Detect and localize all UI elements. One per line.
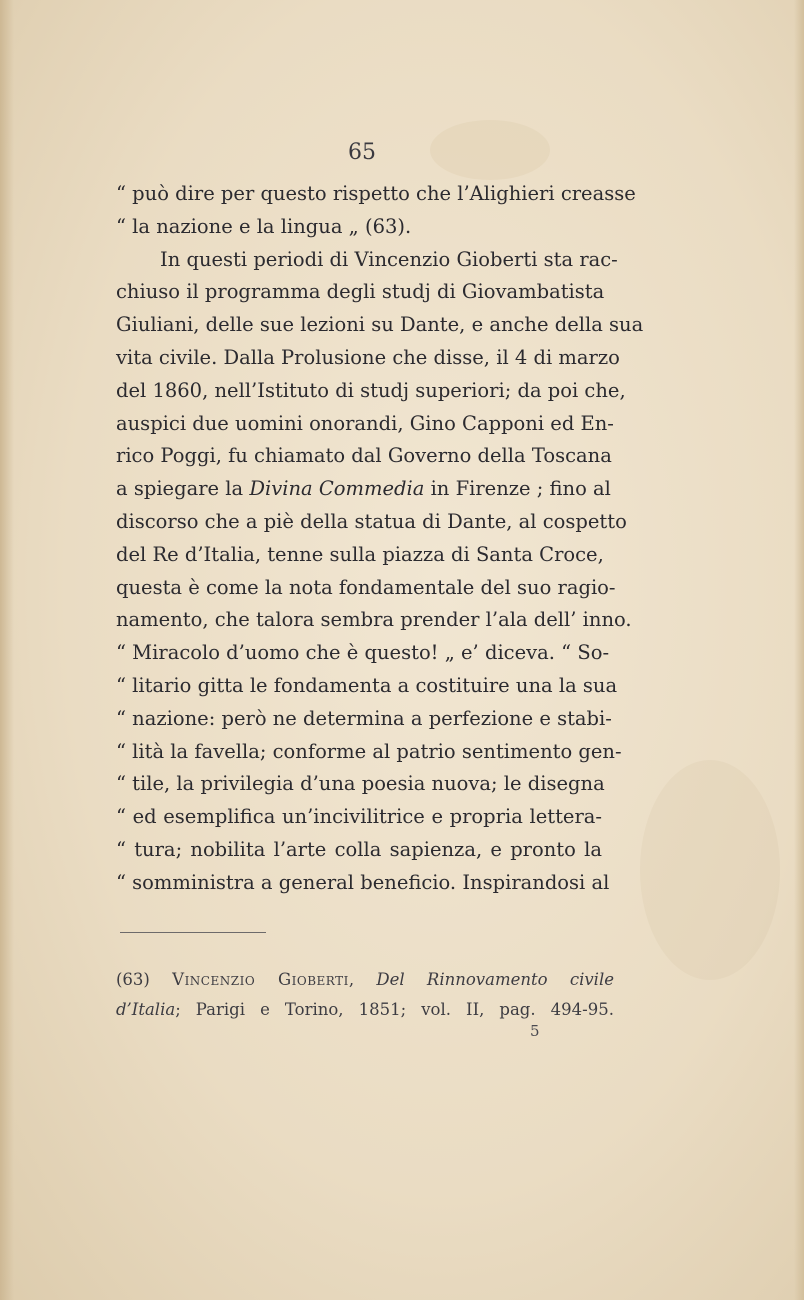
text-line: chiuso il programma degli studj di Giovambatista <box>116 280 605 304</box>
footnote-marker: (63) <box>116 970 150 989</box>
text-line: del 1860, nell’Istituto di studj superiori; da poi che, <box>116 378 626 402</box>
page-edge-left <box>0 0 14 1300</box>
text-line: Giuliani, delle sue lezioni su Dante, e anche della sua <box>116 313 644 337</box>
text-line: “ litario gitta le fondamenta a costituire una la sua <box>116 674 618 697</box>
text-line: “ lità la favella; conforme al patrio sentimento gen- <box>116 739 622 763</box>
italic-title: Divina Commedia <box>249 477 425 501</box>
text-line: In questi periodi di Vincenzio Gioberti sta rac- <box>160 247 618 271</box>
text-line: “ tile, la privilegia d’una poesia nuova; le disegna <box>116 772 605 796</box>
text-line: vita civile. Dalla Prolusione che disse, il 4 di marzo <box>116 346 620 369</box>
footnote-title-part2: d’Italia <box>116 1000 176 1019</box>
text-line: namento, che talora sembra prender l’ala dell’ inno. <box>116 608 632 632</box>
page-edge-right <box>794 0 804 1300</box>
paper-stain <box>640 760 780 980</box>
text-line: “ la nazione e la lingua „ (63). <box>116 214 412 238</box>
footnote-author: Vincenzio Gioberti <box>172 970 349 989</box>
page-number: 65 <box>348 140 376 165</box>
text-line: “ tura; nobilita l’arte colla sapienza, e pronto la <box>116 838 602 861</box>
text-segment: a spiegare la <box>116 477 250 501</box>
text-line: “ somministra a general beneficio. Inspirandosi al <box>116 870 610 894</box>
text-segment: in Firenze ; fino al <box>424 477 611 501</box>
text-line: rico Poggi, fu chiamato dal Governo della Toscana <box>116 444 612 468</box>
text-line: “ Miracolo d’uomo che è questo! „ e’ diceva. “ So- <box>116 641 610 665</box>
text-line: del Re d’Italia, tenne sulla piazza di Santa Croce, <box>116 542 604 566</box>
text-line: “ può dire per questo rispetto che l’Alighieri creasse <box>116 182 636 205</box>
footnote-line-1: (63) Vincenzio Gioberti, Del Rinnovamento civile <box>116 970 614 989</box>
text-line: discorso che a piè della statua di Dante, al cospetto <box>116 510 627 533</box>
text-line: questa è come la nota fondamentale del suo ragio- <box>116 575 616 599</box>
text-line: “ nazione: però ne determina a perfezione e stabi- <box>116 706 612 730</box>
signature-mark: 5 <box>530 1022 540 1040</box>
text-line <box>116 472 611 505</box>
text-line: “ ed esemplifica un’incivilitrice e propria lettera- <box>116 805 602 829</box>
footnote-rest: ; Parigi e Torino, 1851; vol. II, pag. 494-95. <box>175 1000 614 1019</box>
footnote-title-part1: Del Rinnovamento civile <box>376 970 614 989</box>
text-line: auspici due uomini onorandi, Gino Capponi ed En- <box>116 411 614 435</box>
footnote-line-2 <box>116 996 614 1024</box>
footnote-rule <box>120 932 266 933</box>
